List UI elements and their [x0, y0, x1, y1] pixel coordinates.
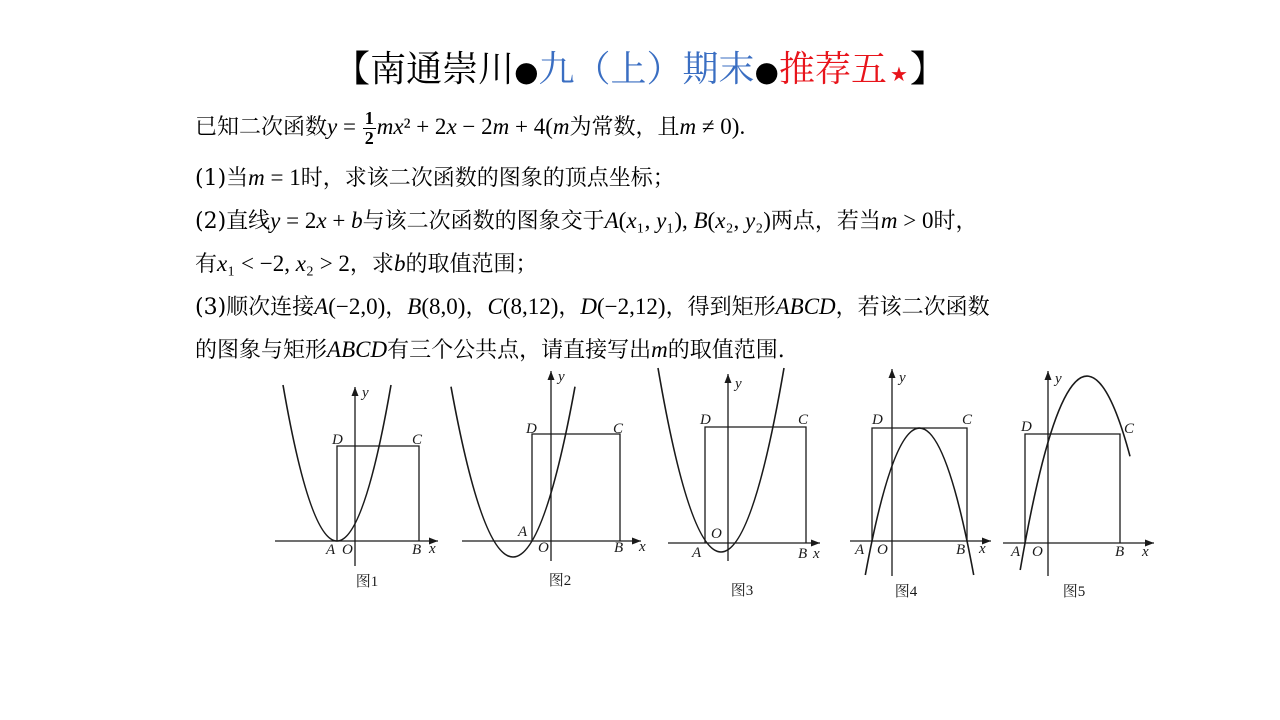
origin-label: O — [1032, 544, 1043, 560]
y-axis-label: y — [1055, 371, 1062, 387]
figure-caption: 图4 — [894, 584, 918, 600]
rectangle-abcd — [337, 446, 419, 541]
title-exam: 九（上）期末 — [538, 49, 755, 90]
problem-intro — [195, 100, 1195, 154]
rectangle-abcd — [1025, 434, 1120, 543]
problem-text: ，若该二次函数 — [835, 295, 990, 320]
point-label-b: B — [614, 540, 624, 556]
figure-2 — [451, 369, 646, 589]
problem-text: 时，求该二次函数的图象的顶点坐标； — [300, 166, 675, 191]
problem-text: 有 — [195, 252, 218, 277]
point-label-d: D — [1021, 419, 1032, 435]
fraction — [363, 109, 376, 148]
problem-text: 的取值范围. — [667, 338, 785, 363]
point-label-c: C — [613, 421, 624, 437]
figures — [0, 360, 1280, 620]
title-close-bracket: 】 — [909, 49, 946, 90]
fraction-numerator: 1 — [364, 107, 374, 128]
problem-text: 的图象与矩形 — [195, 338, 328, 363]
problem-text: ， — [465, 295, 488, 320]
point-label-b: B — [1115, 544, 1125, 560]
figure-5 — [1003, 371, 1154, 600]
rectangle-abcd — [532, 434, 620, 541]
y-axis-label: y — [899, 370, 906, 386]
math-expression: b — [393, 251, 406, 276]
math-expression: ABCD — [327, 337, 388, 362]
point-label-a: A — [855, 542, 865, 558]
math-expression: m — [651, 337, 668, 362]
parabola-curve — [1020, 376, 1130, 570]
problem-text: (2)直线 — [195, 209, 271, 234]
math-expression: y = — [327, 114, 362, 139]
figure-caption: 图3 — [730, 583, 754, 599]
figure-4 — [850, 369, 991, 600]
problem-text: 与该二次函数的图象交于 — [362, 209, 605, 234]
y-axis-label: y — [735, 376, 742, 392]
problem-text: 为常数，且 — [569, 115, 680, 140]
math-expression: y = 2x + b — [270, 208, 363, 233]
math-expression: m > 0 — [880, 208, 934, 233]
figure-caption: 图1 — [355, 574, 379, 590]
point-label-a: A — [518, 524, 528, 540]
point-label-b: B — [798, 546, 808, 562]
origin-label: O — [877, 542, 888, 558]
problem-title — [0, 46, 1280, 98]
problem-text: 有三个公共点，请直接写出 — [387, 338, 652, 363]
point-label-b: B — [412, 542, 422, 558]
figure-3 — [658, 368, 820, 599]
problem-text: 两点，若当 — [770, 209, 881, 234]
y-axis-label: y — [558, 369, 565, 385]
problem-text: ，求 — [349, 252, 394, 277]
point-label-c: C — [1124, 421, 1135, 437]
point-label-a: A — [326, 542, 336, 558]
origin-label: O — [538, 540, 549, 556]
problem-text: 时， — [933, 209, 978, 234]
question-3-line-1 — [195, 285, 1195, 328]
fraction-denominator: 2 — [364, 127, 374, 148]
figure-1 — [275, 385, 438, 590]
math-expression: m = 1 — [248, 165, 301, 190]
point-label-d: D — [700, 412, 711, 428]
question-2-line-2 — [195, 242, 1195, 285]
title-open-bracket: 【 — [334, 49, 371, 90]
question-1 — [195, 156, 1195, 199]
origin-label: O — [342, 542, 353, 558]
point-label-c: C — [412, 432, 423, 448]
question-2-line-1 — [195, 199, 1195, 242]
parabola-curve — [451, 387, 575, 557]
math-expression: A(x₁, y₁), B(x₂, y₂) — [604, 208, 771, 233]
problem-statement — [195, 100, 1195, 371]
math-expression: m ≠ 0). — [679, 114, 746, 139]
x-axis-label: x — [639, 539, 646, 555]
point-label-d: D — [332, 432, 343, 448]
point-label-a: A — [1011, 544, 1021, 560]
title-level: 推荐五 — [778, 49, 887, 90]
title-separator-dot: ● — [514, 55, 539, 88]
math-expression: B(8,0) — [407, 294, 466, 319]
figure-caption: 图5 — [1062, 584, 1086, 600]
x-axis-label: x — [979, 541, 986, 557]
point-label-d: D — [526, 421, 537, 437]
math-expression: ABCD — [775, 294, 836, 319]
x-axis-label: x — [429, 541, 436, 557]
x-axis-label: x — [1142, 544, 1149, 560]
problem-text: ， — [558, 295, 581, 320]
math-expression: D(−2,12) — [580, 294, 666, 319]
problem-text: 已知二次函数 — [195, 115, 328, 140]
problem-text: (3)顺次连接 — [195, 295, 315, 320]
x-axis-label: x — [813, 546, 820, 562]
star-icon: ★ — [889, 62, 908, 86]
math-expression: mx² + 2x − 2m + 4(m — [376, 114, 570, 139]
parabola-curve — [658, 368, 784, 552]
title-separator-dot: ● — [754, 55, 779, 88]
problem-text: ， — [385, 295, 408, 320]
point-label-c: C — [798, 412, 809, 428]
y-axis-label: y — [362, 385, 369, 401]
problem-text: (1)当 — [195, 166, 249, 191]
point-label-a: A — [692, 545, 702, 561]
math-expression: A(−2,0) — [314, 294, 386, 319]
problem-text: ，得到矩形 — [665, 295, 776, 320]
math-expression: x₁ < −2, x₂ > 2 — [217, 251, 350, 276]
problem-text: 的取值范围； — [405, 252, 538, 277]
title-source: 南通崇川 — [370, 49, 515, 90]
origin-label: O — [711, 526, 722, 542]
point-label-b: B — [956, 542, 966, 558]
point-label-d: D — [872, 412, 883, 428]
figure-caption: 图2 — [548, 573, 572, 589]
point-label-c: C — [962, 412, 973, 428]
math-expression: C(8,12) — [487, 294, 559, 319]
